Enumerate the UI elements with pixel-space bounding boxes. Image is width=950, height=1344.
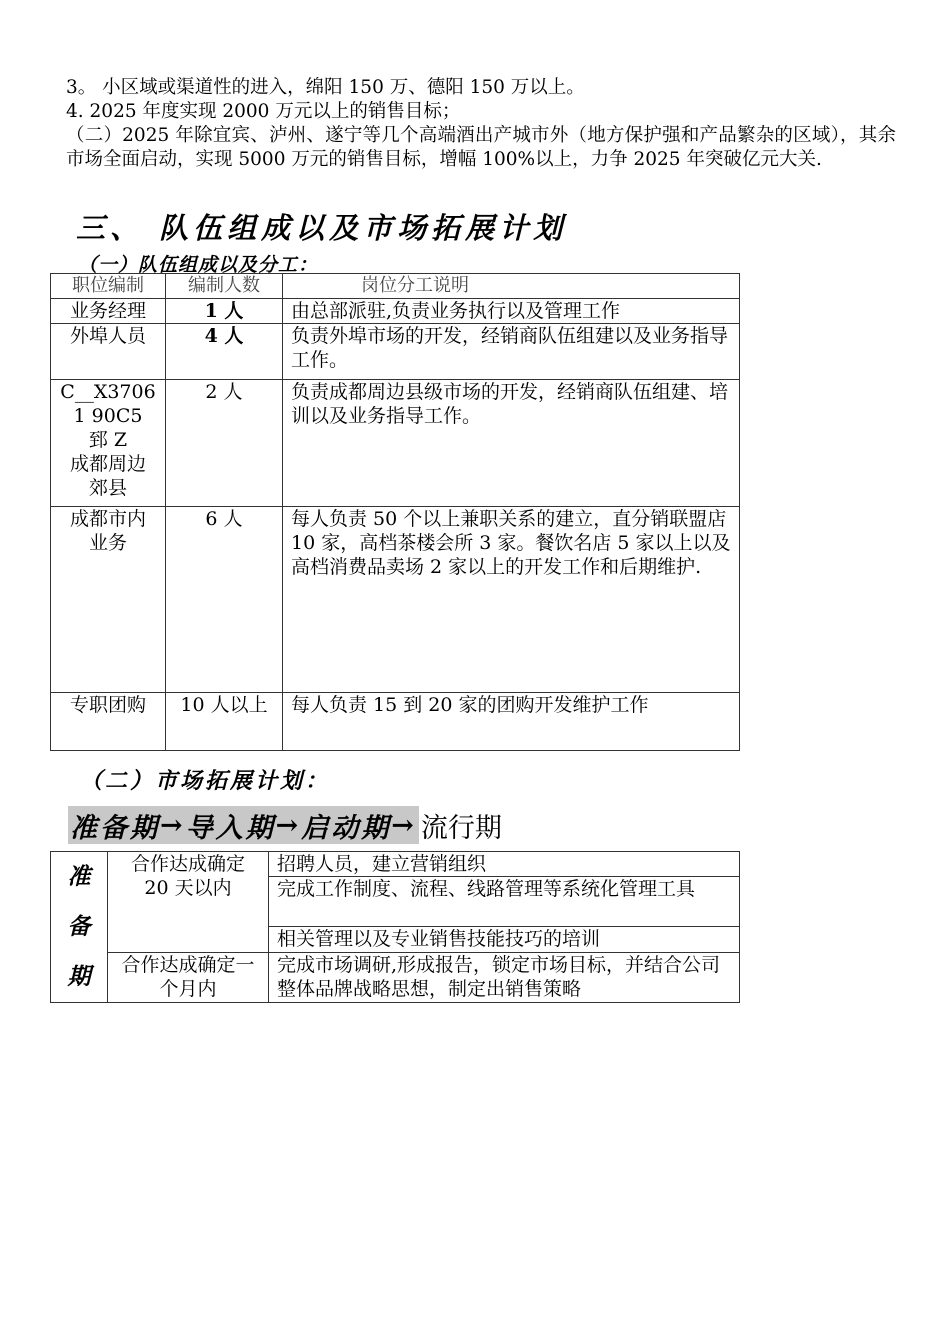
prep-phase-table (50, 851, 740, 1003)
task-cell: 相关管理以及专业销售技能技巧的培训 (269, 927, 740, 952)
arrow-right-icon: → (160, 809, 186, 841)
role-line: 郊县 (88, 477, 127, 499)
role-cell (51, 380, 166, 507)
flow-step-prep: 准备期 (70, 812, 160, 844)
flow-step-intro: 导入期 (185, 812, 276, 844)
table-row (51, 507, 740, 693)
table-row (51, 852, 740, 877)
paragraph-item-4: 4. 2025 年度实现 2000 万元以上的销售目标； (66, 101, 461, 122)
role-line: C__X3706 (60, 381, 156, 403)
phase-flow (68, 806, 502, 844)
flow-step-launch: 启动期 (301, 812, 392, 844)
phase-flow-highlight (68, 806, 419, 844)
team-table-header (51, 274, 740, 299)
task-cell: 完成市场调研,形成报告，锁定市场目标，并结合公司整体品牌战略思想，制定出销售策略 (269, 952, 740, 1002)
desc-cell: 每人负责 50 个以上兼职关系的建立，直分销联盟店 10 家，高档茶楼会所 3 家。餐饮名店 5 家以上以及高档消费品卖场 2 家以上的开发工作和后期维护. (283, 507, 740, 693)
task-cell: 招聘人员，建立营销组织 (269, 852, 740, 877)
col-header-desc: 岗位分工说明 (283, 274, 740, 299)
desc-cell: 每人负责 15 到 20 家的团购开发维护工作 (283, 693, 740, 751)
role-cell: 业务经理 (51, 299, 166, 324)
paragraph-goal-2025: （二）2025 年除宜宾、泸州、遂宁等几个高端酒出产城市外（地方保护强和产品繁杂的区域），其余市场全面启动，实现 5000 万元的销售目标，增幅 100%以上，力争 2025 年突破亿元大关. (66, 125, 896, 170)
role-cell (51, 507, 166, 693)
phase-char: 准 (67, 863, 91, 890)
table-row (51, 952, 740, 1002)
team-heading: （一）队伍组成以及分工： (78, 254, 319, 276)
desc-cell: 负责成都周边县级市场的开发，经销商队伍组建、培训以及业务指导工作。 (283, 380, 740, 507)
phase-char: 期 (67, 963, 91, 990)
role-line: 郅 Z (88, 429, 128, 451)
role-line: 1 90C5 (73, 405, 143, 427)
col-header-count: 编制人数 (166, 274, 283, 299)
count-cell: 1 人 (166, 299, 283, 324)
count-cell: 6 人 (166, 507, 283, 693)
task-cell: 完成工作制度、流程、线路管理等系统化管理工具 (269, 877, 740, 927)
table-row (51, 693, 740, 751)
market-plan-heading: （二）市场拓展计划： (80, 768, 331, 794)
desc-cell: 负责外埠市场的开发，经销商队伍组建以及业务指导工作。 (283, 324, 740, 380)
table-row (51, 299, 740, 324)
paragraph-item-3: 3。 小区域或渠道性的进入，绵阳 150 万、德阳 150 万以上。 (66, 77, 585, 98)
flow-step-popular: 流行期 (420, 812, 502, 844)
time-cell: 合作达成确定 20 天以内 (108, 852, 269, 953)
role-line: 成都周边 (69, 453, 146, 475)
desc-cell: 由总部派驻,负责业务执行以及管理工作 (283, 299, 740, 324)
arrow-right-icon: → (391, 809, 417, 841)
section-3-title: 三、 队伍组成以及市场拓展计划 (76, 211, 568, 245)
arrow-right-icon: → (275, 809, 302, 841)
count-cell: 10 人以上 (166, 693, 283, 751)
table-row (51, 380, 740, 507)
role-line: 成都市内 (69, 508, 146, 530)
role-cell: 专职团购 (51, 693, 166, 751)
role-line: 业务 (88, 532, 127, 554)
phase-label-cell (51, 852, 108, 1003)
table-row (51, 324, 740, 380)
team-table (50, 273, 740, 751)
count-cell: 4 人 (166, 324, 283, 380)
col-header-role: 职位编制 (51, 274, 166, 299)
phase-char: 备 (67, 913, 91, 940)
role-cell: 外埠人员 (51, 324, 166, 380)
count-cell: 2 人 (166, 380, 283, 507)
time-cell: 合作达成确定一个月内 (108, 952, 269, 1002)
